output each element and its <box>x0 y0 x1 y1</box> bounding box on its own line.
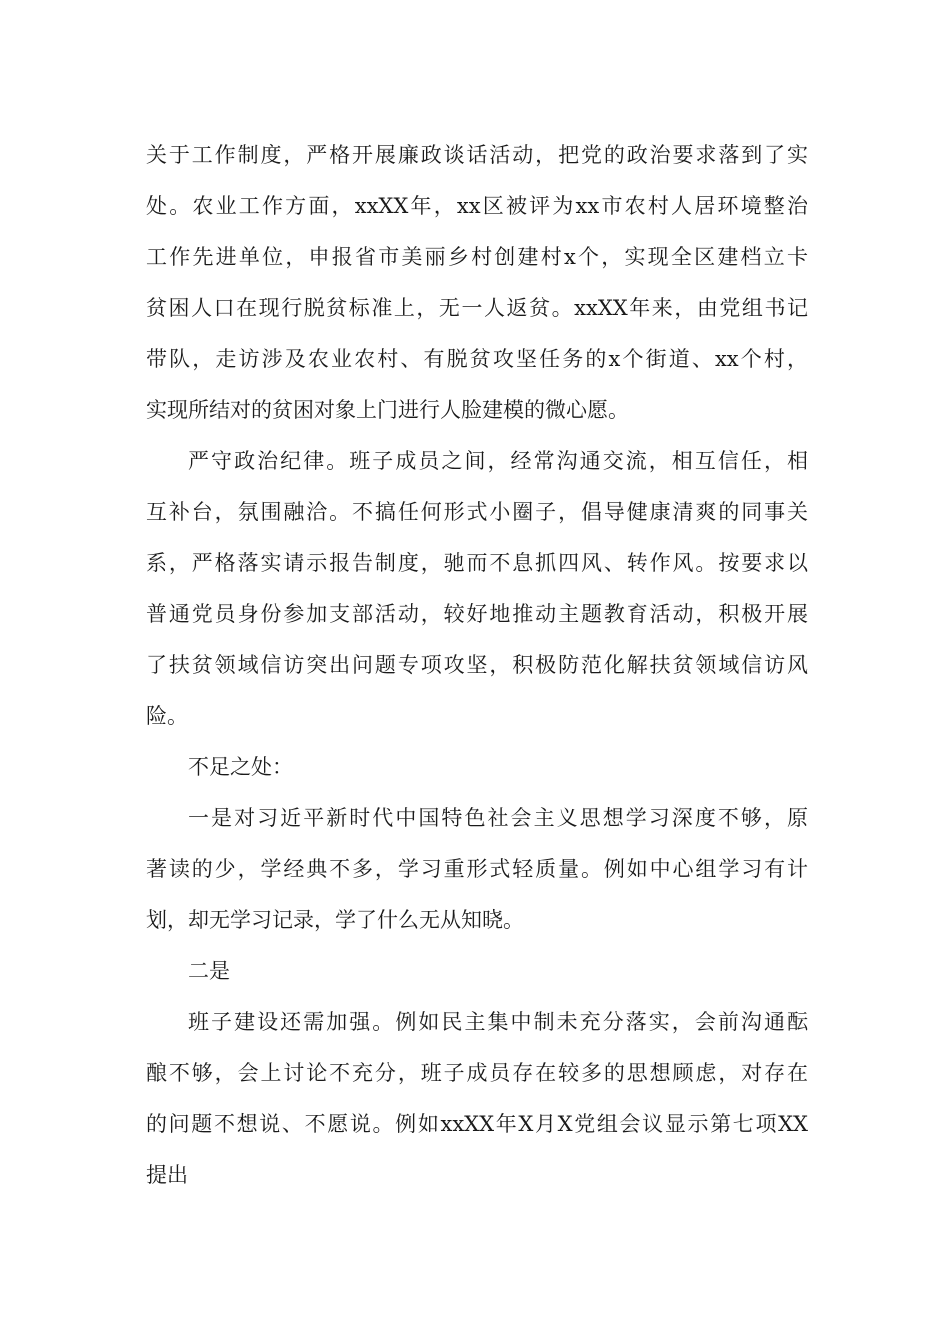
text-line-1: 关于工作制度，严格开展廉政谈话活动，把党的政治要求落到了实 <box>146 143 808 167</box>
text-line-2: 处。农业工作方面，xxXX年，xx区被评为xx市农村人居环境整治 <box>146 194 808 218</box>
text-line-7: 严守政治纪律。班子成员之间，经常沟通交流，相互信任，相 <box>188 449 808 473</box>
text-line-12: 险。 <box>146 704 188 728</box>
text-line-11: 了扶贫领域信访突出问题专项攻坚，积极防范化解扶贫领域信访风 <box>146 653 808 677</box>
text-line-16: 划，却无学习记录，学了什么无从知晓。 <box>146 908 524 932</box>
text-line-8: 互补台，氛围融洽。不搞任何形式小圈子，倡导健康清爽的同事关 <box>146 500 808 524</box>
text-line-13: 不足之处： <box>188 755 293 779</box>
text-line-18: 班子建设还需加强。例如民主集中制未充分落实，会前沟通酝 <box>188 1010 808 1034</box>
text-line-17: 二是 <box>188 959 230 983</box>
text-line-10: 普通党员身份参加支部活动，较好地推动主题教育活动，积极开展 <box>146 602 808 626</box>
text-line-21: 提出 <box>146 1163 188 1187</box>
text-line-5: 带队，走访涉及农业农村、有脱贫攻坚任务的x个街道、xx个村， <box>146 347 808 371</box>
document-page <box>146 130 808 1201</box>
text-line-4: 贫困人口在现行脱贫标准上，无一人返贫。xxXX年来，由党组书记 <box>146 296 808 320</box>
text-line-14: 一是对习近平新时代中国特色社会主义思想学习深度不够，原 <box>188 806 808 830</box>
text-line-6: 实现所结对的贫困对象上门进行人脸建模的微心愿。 <box>146 398 629 422</box>
text-line-15: 著读的少，学经典不多，学习重形式轻质量。例如中心组学习有计 <box>146 857 808 881</box>
text-line-9: 系，严格落实请示报告制度，驰而不息抓四风、转作风。按要求以 <box>146 551 808 575</box>
text-line-20: 的问题不想说、不愿说。例如xxXX年X月X党组会议显示第七项XX <box>146 1112 808 1136</box>
text-line-19: 酿不够，会上讨论不充分，班子成员存在较多的思想顾虑，对存在 <box>146 1061 808 1085</box>
text-line-3: 工作先进单位，申报省市美丽乡村创建村x个，实现全区建档立卡 <box>146 245 808 269</box>
